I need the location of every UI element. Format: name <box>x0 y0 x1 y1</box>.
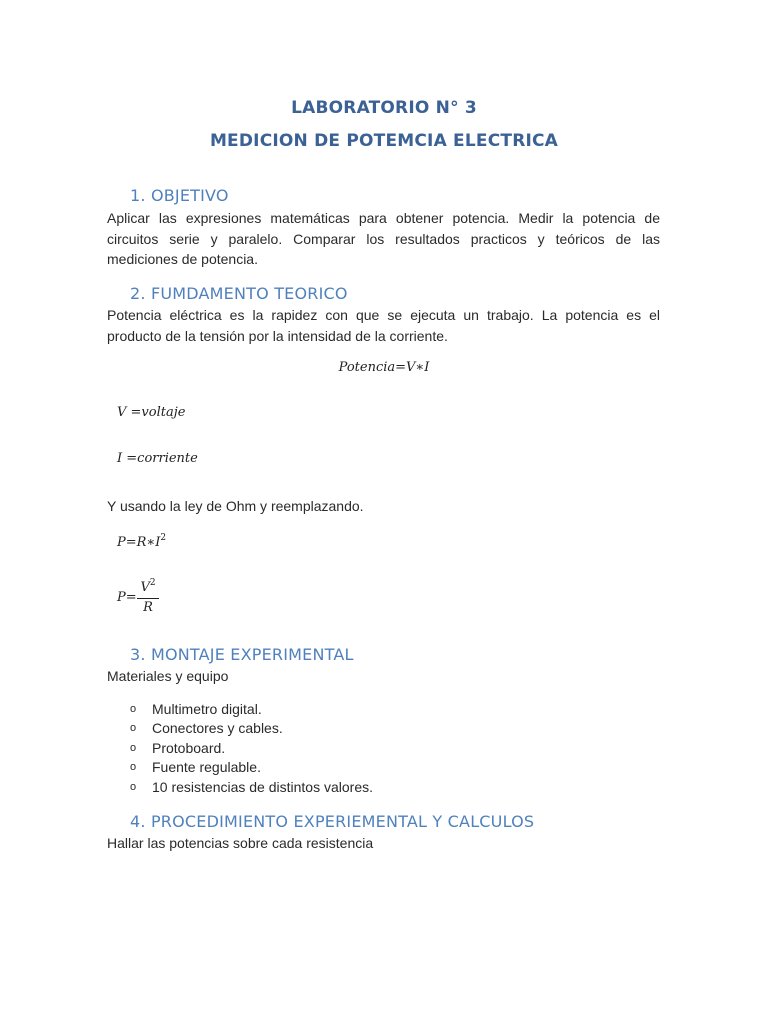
formula-p-v2-r <box>117 578 177 618</box>
bullet-icon: o <box>130 780 137 793</box>
paragraph-line: circuitos serie y paralelo. Comparar los resultados practicos y teóricos de las <box>107 230 660 247</box>
document-subtitle: MEDICION DE POTEMCIA ELECTRICA <box>209 131 559 151</box>
bullet-icon: o <box>130 722 137 735</box>
paragraph-line: producto de la tensión por la intensidad de la corriente. <box>107 327 448 344</box>
paragraph-line: Potencia eléctrica es la rapidez con que se ejecuta un trabajo. La potencia es el <box>107 307 660 323</box>
section-heading-montaje: 3. MONTAJE EXPERIMENTAL <box>130 645 354 664</box>
procedimiento-text: Hallar las potencias sobre cada resistencia <box>107 835 374 851</box>
list-item-text: Conectores y cables. <box>152 720 283 737</box>
formula-p-ri2 <box>117 533 166 550</box>
bullet-icon: o <box>130 761 137 774</box>
bullet-icon: o <box>130 703 137 715</box>
section-heading-fundamento: 2. FUMDAMENTO TEORICO <box>130 284 348 303</box>
fundamento-paragraph <box>107 305 660 346</box>
list-item-text: Fuente regulable. <box>152 759 261 776</box>
paragraph-line: Aplicar las expresiones matemáticas para obtener potencia. Medir la potencia de <box>107 210 660 226</box>
ohm-text: Y usando la ley de Ohm y reemplazando. <box>107 498 364 514</box>
formula-p-ri2-exponent: 2 <box>160 533 167 543</box>
list-item-text: Protoboard. <box>152 739 226 756</box>
bullet-icon: o <box>130 741 137 754</box>
montaje-intro: Materiales y equipo <box>107 668 229 684</box>
list-item-text: Multimetro digital. <box>152 701 262 717</box>
fraction-numerator <box>137 578 159 595</box>
fraction-numerator-base: V <box>140 580 150 595</box>
formula-potencia: Potencia=V∗I <box>338 360 430 375</box>
paragraph-line: mediciones de potencia. <box>107 251 258 268</box>
formula-p-v2-r-lhs: P= <box>117 590 137 605</box>
definition-voltaje: V =voltaje <box>117 405 186 420</box>
objetivo-paragraph <box>107 208 660 270</box>
fraction-bar <box>137 598 159 599</box>
document-title: LABORATORIO N° 3 <box>291 98 477 118</box>
formula-p-ri2-base: P=R∗I <box>117 535 161 550</box>
definition-corriente: I =corriente <box>117 451 198 466</box>
fraction-denominator: R <box>143 600 153 615</box>
section-heading-procedimiento: 4. PROCEDIMIENTO EXPERIEMENTAL Y CALCULOS <box>130 812 535 831</box>
section-heading-objetivo: 1. OBJETIVO <box>130 186 229 205</box>
list-item-text: 10 resistencias de distintos valores. <box>152 778 373 795</box>
fraction-numerator-exponent: 2 <box>149 578 156 588</box>
